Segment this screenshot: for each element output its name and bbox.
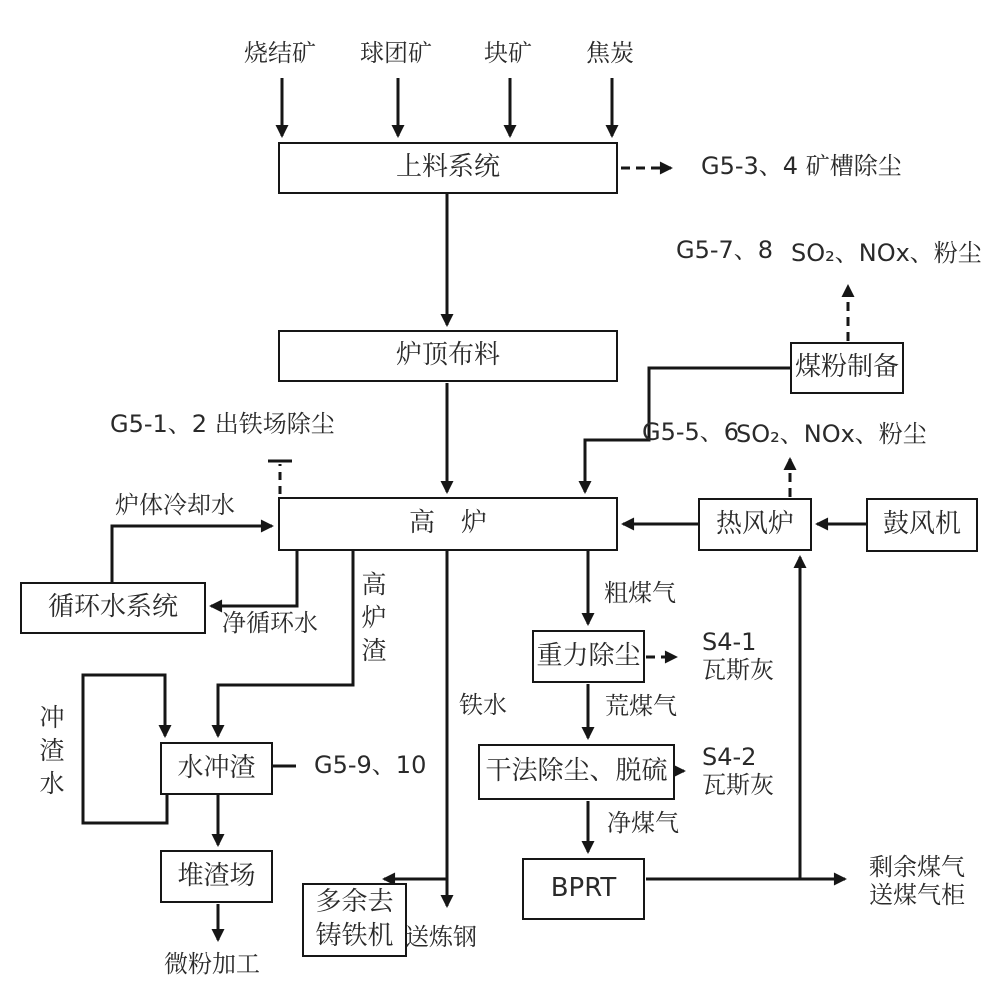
box-top-charging: 炉顶布料 [278,330,618,382]
label-s4-1 [702,629,774,684]
box-gravity-dedusting: 重力除尘 [532,630,645,683]
box-bprt: BPRT [522,858,645,920]
s4-1-code: S4-1 [702,628,757,656]
box-dry-dedusting: 干法除尘、脱硫 [478,744,675,800]
surplus-gas-line1: 剩余煤气 [869,853,965,881]
box-slag-yard: 堆渣场 [160,850,273,903]
surplus-gas-line2: 送煤气柜 [869,880,965,909]
label-g5-7-8: G5-7、8 [676,236,774,264]
label-powder-processing: 微粉加工 [164,950,260,978]
label-pellet-ore: 球团矿 [360,39,432,67]
box-circ-water-system: 循环水系统 [20,582,206,634]
label-coke: 焦炭 [586,39,634,67]
line-slag-water-loop [83,675,167,823]
label-s4-2 [702,744,774,799]
box-blast-furnace: 高 炉 [278,497,618,551]
label-lump-ore: 块矿 [484,39,532,67]
box-hot-blast-stove: 热风炉 [698,498,812,551]
box-coal-prep: 煤粉制备 [790,342,904,394]
box-water-slag-flushing: 水冲渣 [160,742,273,795]
label-molten-iron: 铁水 [459,691,507,719]
label-to-steelmaking: 送炼钢 [405,923,477,951]
line-bf-slag [218,550,353,736]
label-sinter-ore: 烧结矿 [244,39,316,67]
box-blower: 鼓风机 [866,498,978,552]
line-cooling-water [112,526,272,583]
s4-2-name: 瓦斯灰 [702,770,774,799]
label-crude-gas: 荒煤气 [605,692,677,720]
label-clean-gas: 净煤气 [607,809,679,837]
label-g5-5-6: G5-5、6 [642,418,740,446]
label-slag-flush-water: 冲渣水 [39,703,65,798]
casting-line2: 铸铁机 [315,921,394,951]
s4-2-code: S4-2 [702,743,757,771]
s4-1-name: 瓦斯灰 [702,655,774,684]
label-clean-circ-water: 净循环水 [222,609,318,637]
box-casting-machine [302,883,407,957]
label-bf-slag: 高炉渣 [361,570,387,665]
label-g5-9-10: G5-9、10 [314,751,427,779]
label-g5-1-2-taphouse-dedusting: G5-1、2 出铁场除尘 [110,410,335,438]
label-g5-3-4-bin-dedusting: G5-3、4 矿槽除尘 [701,152,902,180]
label-raw-gas: 粗煤气 [604,579,676,607]
label-so2-nox-dust-1: SO₂、NOx、粉尘 [791,239,982,267]
line-clean-circ-water [211,550,297,606]
casting-line1: 多余去 [315,887,394,918]
box-feed-system: 上料系统 [278,142,618,194]
label-surplus-gas [869,854,965,909]
label-body-cooling-water: 炉体冷却水 [115,491,235,519]
label-so2-nox-dust-2: SO₂、NOx、粉尘 [736,420,927,448]
